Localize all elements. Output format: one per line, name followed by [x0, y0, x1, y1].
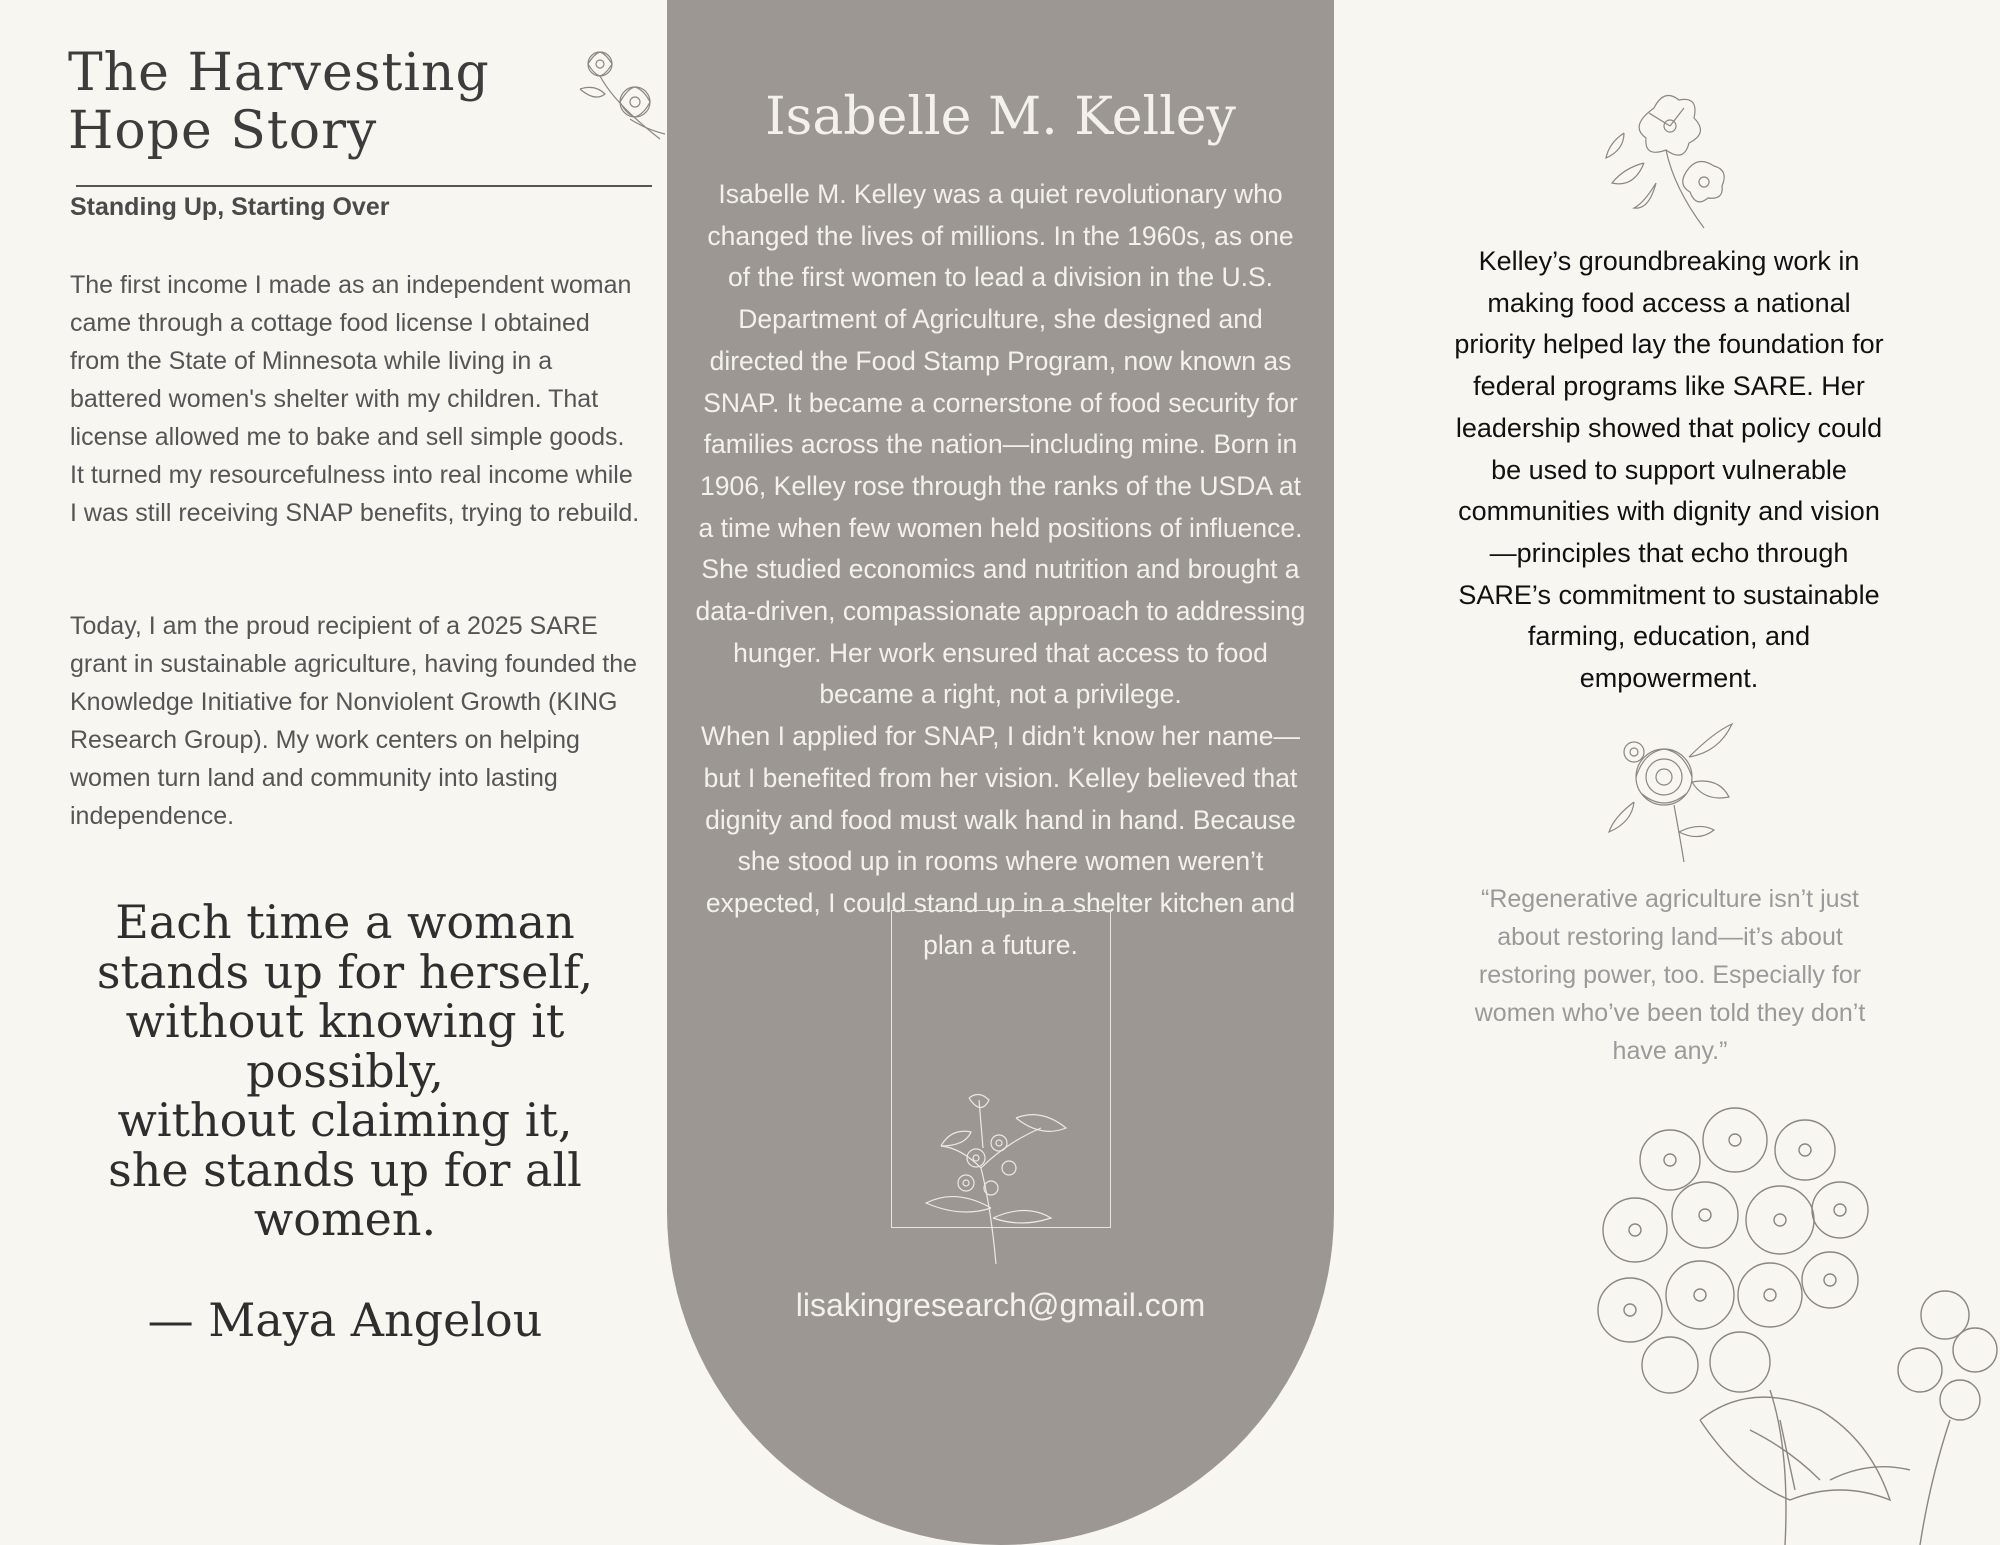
- quote-attribution: — Maya Angelou: [147, 1293, 543, 1347]
- floral-sprig-icon: [560, 34, 670, 144]
- quote-line: possibly,: [246, 1043, 444, 1098]
- flower-branch-icon: [921, 1088, 1071, 1264]
- title-divider: [76, 185, 652, 187]
- angelou-quote: [60, 895, 630, 1246]
- quote-line: without claiming it,: [117, 1093, 573, 1147]
- kelley-biography: [693, 174, 1308, 966]
- contact-email[interactable]: lisakingresearch@gmail.com: [795, 1287, 1206, 1323]
- geranium-cluster-icon: [1590, 1100, 2000, 1545]
- kelley-paragraph-2: When I applied for SNAP, I didn’t know her name—but I benefited from her vision. Kelley believed that dignity and food must walk hand in hand. Because she stood up in rooms where women weren’t expected, I could stand up in a shelter kitchen and plan a future.: [700, 721, 1301, 960]
- hibiscus-flower-icon: [1604, 88, 1739, 228]
- kelley-legacy-paragraph: Kelley’s groundbreaking work in making food access a national priority helped lay the foundation for federal programs like SARE. Her leadership showed that policy could be used to support vulnerable communities with dignity and vision —principles that echo through SARE’s commitment to sustainable farming, education, and empowerment.: [1454, 246, 1884, 694]
- story-paragraph-1: The first income I made as an independent woman came through a cottage food license I obtained from the State of Minnesota while living in a battered women's shelter with my children. That license allowed me to bake and sell simple goods. It turned my resourcefulness into real income while I was still receiving SNAP benefits, trying to rebuild.: [70, 271, 640, 527]
- quote-line: Each time a woman: [115, 895, 575, 949]
- peony-flower-icon: [1604, 722, 1739, 862]
- page-title: The Harvesting Hope Story: [68, 43, 490, 161]
- middle-panel: [667, 0, 1334, 1545]
- story-paragraph-2: Today, I am the proud recipient of a 2025 SARE grant in sustainable agriculture, having founded the Knowledge Initiative for Nonviolent Growth (KING Research Group). My work centers on helping women turn land and community into lasting independence.: [70, 612, 638, 830]
- left-panel: [0, 0, 667, 1545]
- kelley-paragraph-1: Isabelle M. Kelley was a quiet revolutionary who changed the lives of millions. In the 1960s, as one of the first women to lead a division in the U.S. Department of Agriculture, she designed and directed the Food Stamp Program, now known as SNAP. It became a cornerstone of food security for families across the nation—including mine. Born in 1906, Kelley rose through the ranks of the USDA at a time when few women held positions of influence. She studied economics and nutrition and brought a data-driven, compassionate approach to addressing hunger. Her work ensured that access to food became a right, not a privilege.: [695, 179, 1306, 710]
- kelley-title: Isabelle M. Kelley: [765, 87, 1236, 147]
- section-subtitle: Standing Up, Starting Over: [70, 193, 390, 221]
- quote-line: without knowing it: [125, 994, 565, 1048]
- quote-line: women.: [253, 1192, 437, 1246]
- right-panel: [1334, 0, 2000, 1545]
- quote-line: she stands up for all: [108, 1142, 582, 1197]
- quote-line: stands up for herself,: [96, 944, 594, 999]
- regenerative-quote: “Regenerative agriculture isn’t just about restoring land—it’s about restoring power, too. Especially for women who’ve been told they don’t have any.”: [1474, 885, 1866, 1065]
